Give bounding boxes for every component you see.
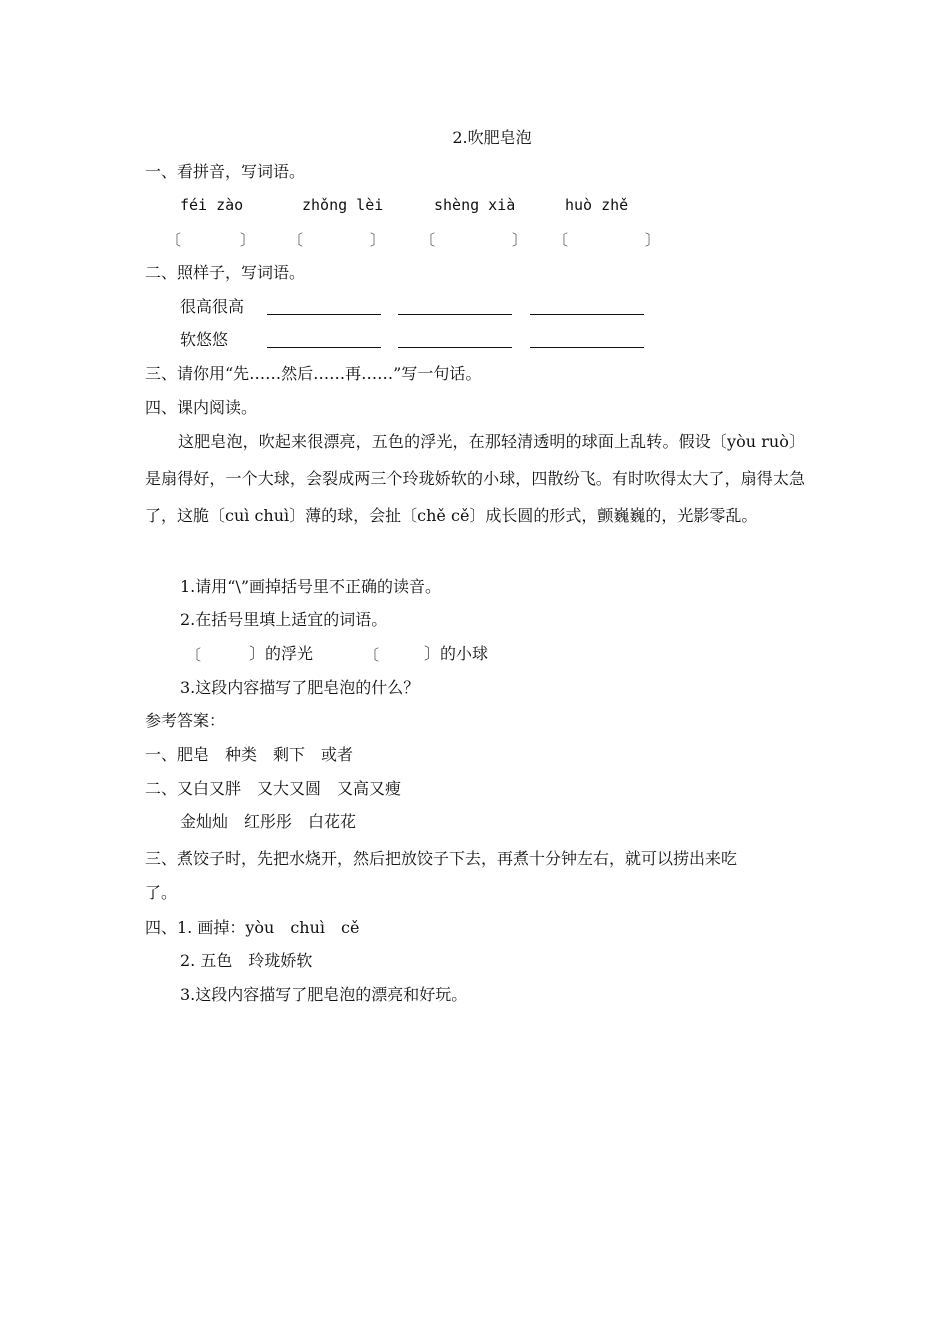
fill-text-1: 〕的浮光 [249, 644, 314, 663]
fill-bracket-open-1: 〔 [186, 646, 202, 664]
pinyin-2: zhǒng lèi [302, 196, 384, 214]
pinyin-4: huò zhě [565, 196, 629, 214]
pinyin-1: féi zào [180, 196, 244, 214]
pinyin-3: shèng xià [434, 196, 516, 214]
answer-blank [267, 314, 381, 315]
bracket-close-3: 〕 [512, 231, 528, 249]
fill-bracket-open-2: 〔 [364, 646, 380, 664]
q4-sub1: 1.请用“\”画掉括号里不正确的读音。 [180, 577, 442, 596]
answer-3-line2: 了。 [145, 883, 178, 902]
answer-blank [530, 347, 644, 348]
q2-example-1: 很高很高 [180, 297, 245, 316]
answer-3-line1: 三、煮饺子时，先把水烧开，然后把放饺子下去，再煮十分钟左右，就可以捞出来吃 [145, 849, 738, 868]
q3-heading: 三、请你用“先……然后……再……”写一句话。 [145, 364, 482, 383]
bracket-open-3: 〔 [420, 231, 436, 249]
bracket-close-2: 〕 [370, 231, 386, 249]
bracket-close-4: 〕 [645, 231, 661, 249]
q4-sub2: 2.在括号里填上适宜的词语。 [180, 610, 388, 629]
reading-passage: 这肥皂泡，吹起来很漂亮，五色的浮光，在那轻清透明的球面上乱转。假设〔yòu ruò〕是扇得好，一个大球，会裂成两三个玲珑娇软的小球，四散纷飞。有时吹得太大了，扇得太急了，这脆〔cuì chuì〕薄的球，会扯〔chě cě〕成长圆的形式，颤巍巍的，光影零乱。 [145, 432, 805, 525]
answer-4-line1: 四、1. 画掉：yòu chuì cě [145, 918, 360, 937]
answer-blank [398, 347, 512, 348]
q4-heading: 四、课内阅读。 [145, 398, 258, 417]
bracket-open-1: 〔 [166, 231, 182, 249]
answer-2-line2: 金灿灿 红彤彤 白花花 [180, 812, 357, 831]
page-title: 2.吹肥皂泡 [452, 128, 532, 147]
answer-blank [530, 314, 644, 315]
answer-blank [267, 347, 381, 348]
answer-4-line3: 3.这段内容描写了肥皂泡的漂亮和好玩。 [180, 985, 468, 1004]
q1-heading: 一、看拼音，写词语。 [145, 162, 306, 181]
answer-blank [398, 314, 512, 315]
q2-example-2: 软悠悠 [180, 330, 229, 349]
bracket-open-4: 〔 [553, 231, 569, 249]
answer-2-line1: 二、又白又胖 又大又圆 又高又瘦 [145, 779, 402, 798]
answers-heading: 参考答案： [145, 711, 226, 730]
fill-text-2: 〕的小球 [424, 644, 489, 663]
q4-sub3: 3.这段内容描写了肥皂泡的什么？ [180, 678, 420, 697]
bracket-open-2: 〔 [288, 231, 304, 249]
bracket-close-1: 〕 [240, 231, 256, 249]
q2-heading: 二、照样子，写词语。 [145, 263, 306, 282]
answer-4-line2: 2. 五色 玲珑娇软 [180, 951, 313, 970]
answer-1: 一、肥皂 种类 剩下 或者 [145, 745, 354, 764]
